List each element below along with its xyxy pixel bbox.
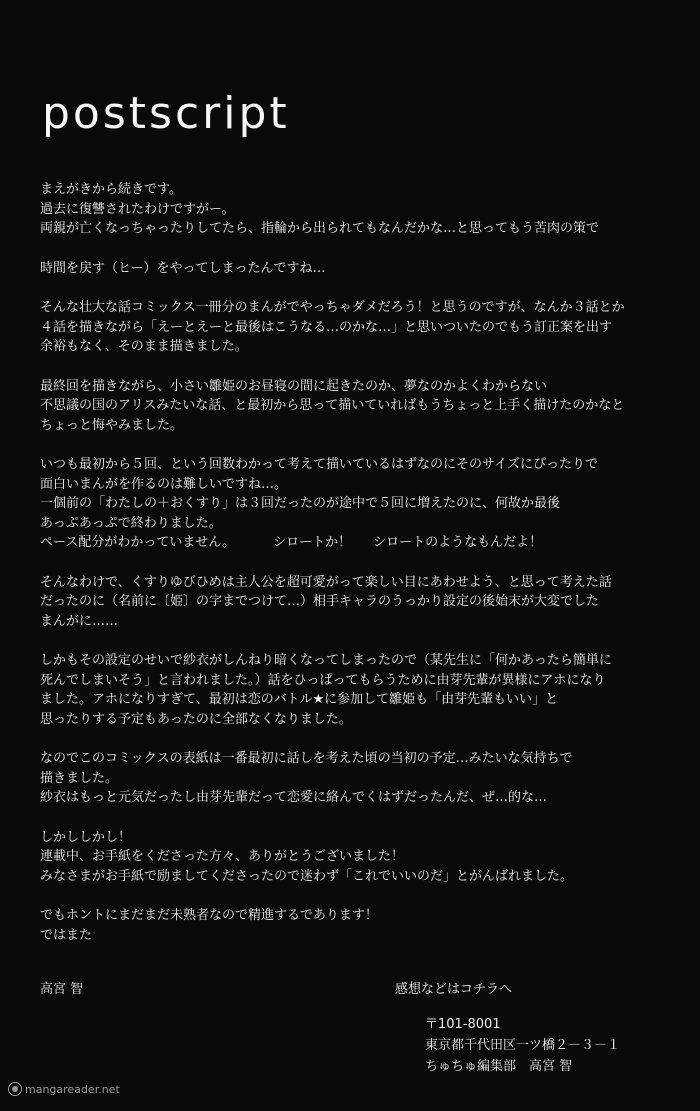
paragraph [40,573,680,632]
paragraph [40,651,680,729]
text-line: 余裕もなく、そのまま描きました。 [40,339,248,354]
text-line: ました。アホになりすぎて、最初は恋のバトル★に参加して雛姫も「由芽先輩もいい」と [40,692,559,707]
text-line: 時間を戻す（ヒー）をやってしまったんですね… [40,260,326,276]
mailing-address [425,1014,620,1077]
text-line: 不思議の国のアリスみたいな話、と最初から思って描いていればもうちょっと上手く描けたのかなと [40,398,625,413]
text-line: ではまた [40,927,93,943]
text-line: 過去に復讐されたわけですがー。 [40,201,235,217]
text-line: 面白いまんがを作るのは難しいですね…。 [40,476,288,492]
text-line: しかししかし！ [40,829,132,845]
aside-text: シロートか！ [273,535,352,550]
text-line: 描きました。 [40,770,119,786]
watermark-logo-icon [8,1082,22,1096]
text-line: 両親が亡くなっちゃったりしてたら、指輪から出られてもなんだかな…と思ってもう苦肉の策で [40,221,600,236]
text-fragment: ペース配分がわかっていません。 [40,535,236,550]
text-line: ちょっと悔やみました。 [40,417,184,433]
aside-text: シロートのようなもんだよ！ [373,535,543,550]
body-text [40,180,680,965]
watermark-text: mangareader.net [25,1082,120,1096]
text-line: しかもその設定のせいで紗衣がしんねり暗くなってしまったので（某先生に「何かあったら簡単に [40,653,612,668]
text-line: そんなわけで、くすりゆびひめは主人公を超可愛がって楽しい目にあわせよう、と思って考えた話 [40,574,612,590]
text-line: みなさまがお手紙で励ましてくださったので迷わず「これでいいのだ」とがんばれました。 [40,868,574,884]
text-line: そんな壮大な話コミックス一冊分のまんがでやっちゃダメだろう！と思うのですが、なんか３話とか [40,300,625,315]
postal-code: 〒101-8001 [425,1017,501,1032]
text-line: ４話を描きながら「えーとえーと最後はこうなる…のかな…」と思いついたのでもう訂正案を出す [40,319,613,335]
street-address: 東京都千代田区一ツ橋２－３－１ [425,1038,621,1053]
page-title: postscript [42,88,290,139]
watermark [8,1082,120,1096]
text-line: 連載中、お手紙をくださった方々、ありがとうございました！ [40,849,405,864]
text-line: いつも最初から５回、という回数わかって考えて描いているはずなのにそのサイズにぴったりで [40,457,598,472]
paragraph [40,180,680,239]
text-line: あっぷあっぷで終わりました。 [40,515,222,531]
paragraph [40,906,680,945]
text-line: 最終回を描きながら、小さい雛姫のお昼寝の間に起きたのか、夢なのかよくわからない [40,378,548,394]
address-recipient: ちゅちゅ編集部 高宮 智 [425,1059,573,1074]
text-line: まんがに…… [40,613,119,629]
text-line: 死んでしまいそう」と言われました。）話をひっぱってもらうために由芽先輩が異様にアホになり [40,672,606,688]
text-line: でもホントにまだまだ未熟者なので精進するであります！ [40,908,378,923]
contact-label: 感想などはコチラへ [395,982,513,997]
text-line: なのでこのコミックスの表紙は一番最初に話しを考えた頃の当初の予定…みたいな気持ちで [40,751,573,766]
paragraph [40,828,680,887]
paragraph [40,749,680,808]
author-signoff: 高宮 智 [40,982,84,997]
paragraph [40,259,680,279]
text-line [40,533,680,553]
paragraph [40,298,680,357]
text-line: 思ったりする予定もあったのに全部なくなりました。 [40,711,352,727]
paragraph [40,455,680,553]
text-line: だったのに（名前に〔姫〕の字までつけて…）相手キャラのうっかり設定の後始末が大変でした [40,594,600,609]
paragraph [40,377,680,436]
text-line: 紗衣はもっと元気だったし由芽先輩だって恋愛に絡んでくはずだったんだ、ぜ…的な… [40,790,548,805]
text-line: 一個前の「わたしの＋おくすり」は３回だったのが途中で５回に増えたのに、何故か最後 [40,496,561,511]
text-line: まえがきから続きです。 [40,182,182,197]
